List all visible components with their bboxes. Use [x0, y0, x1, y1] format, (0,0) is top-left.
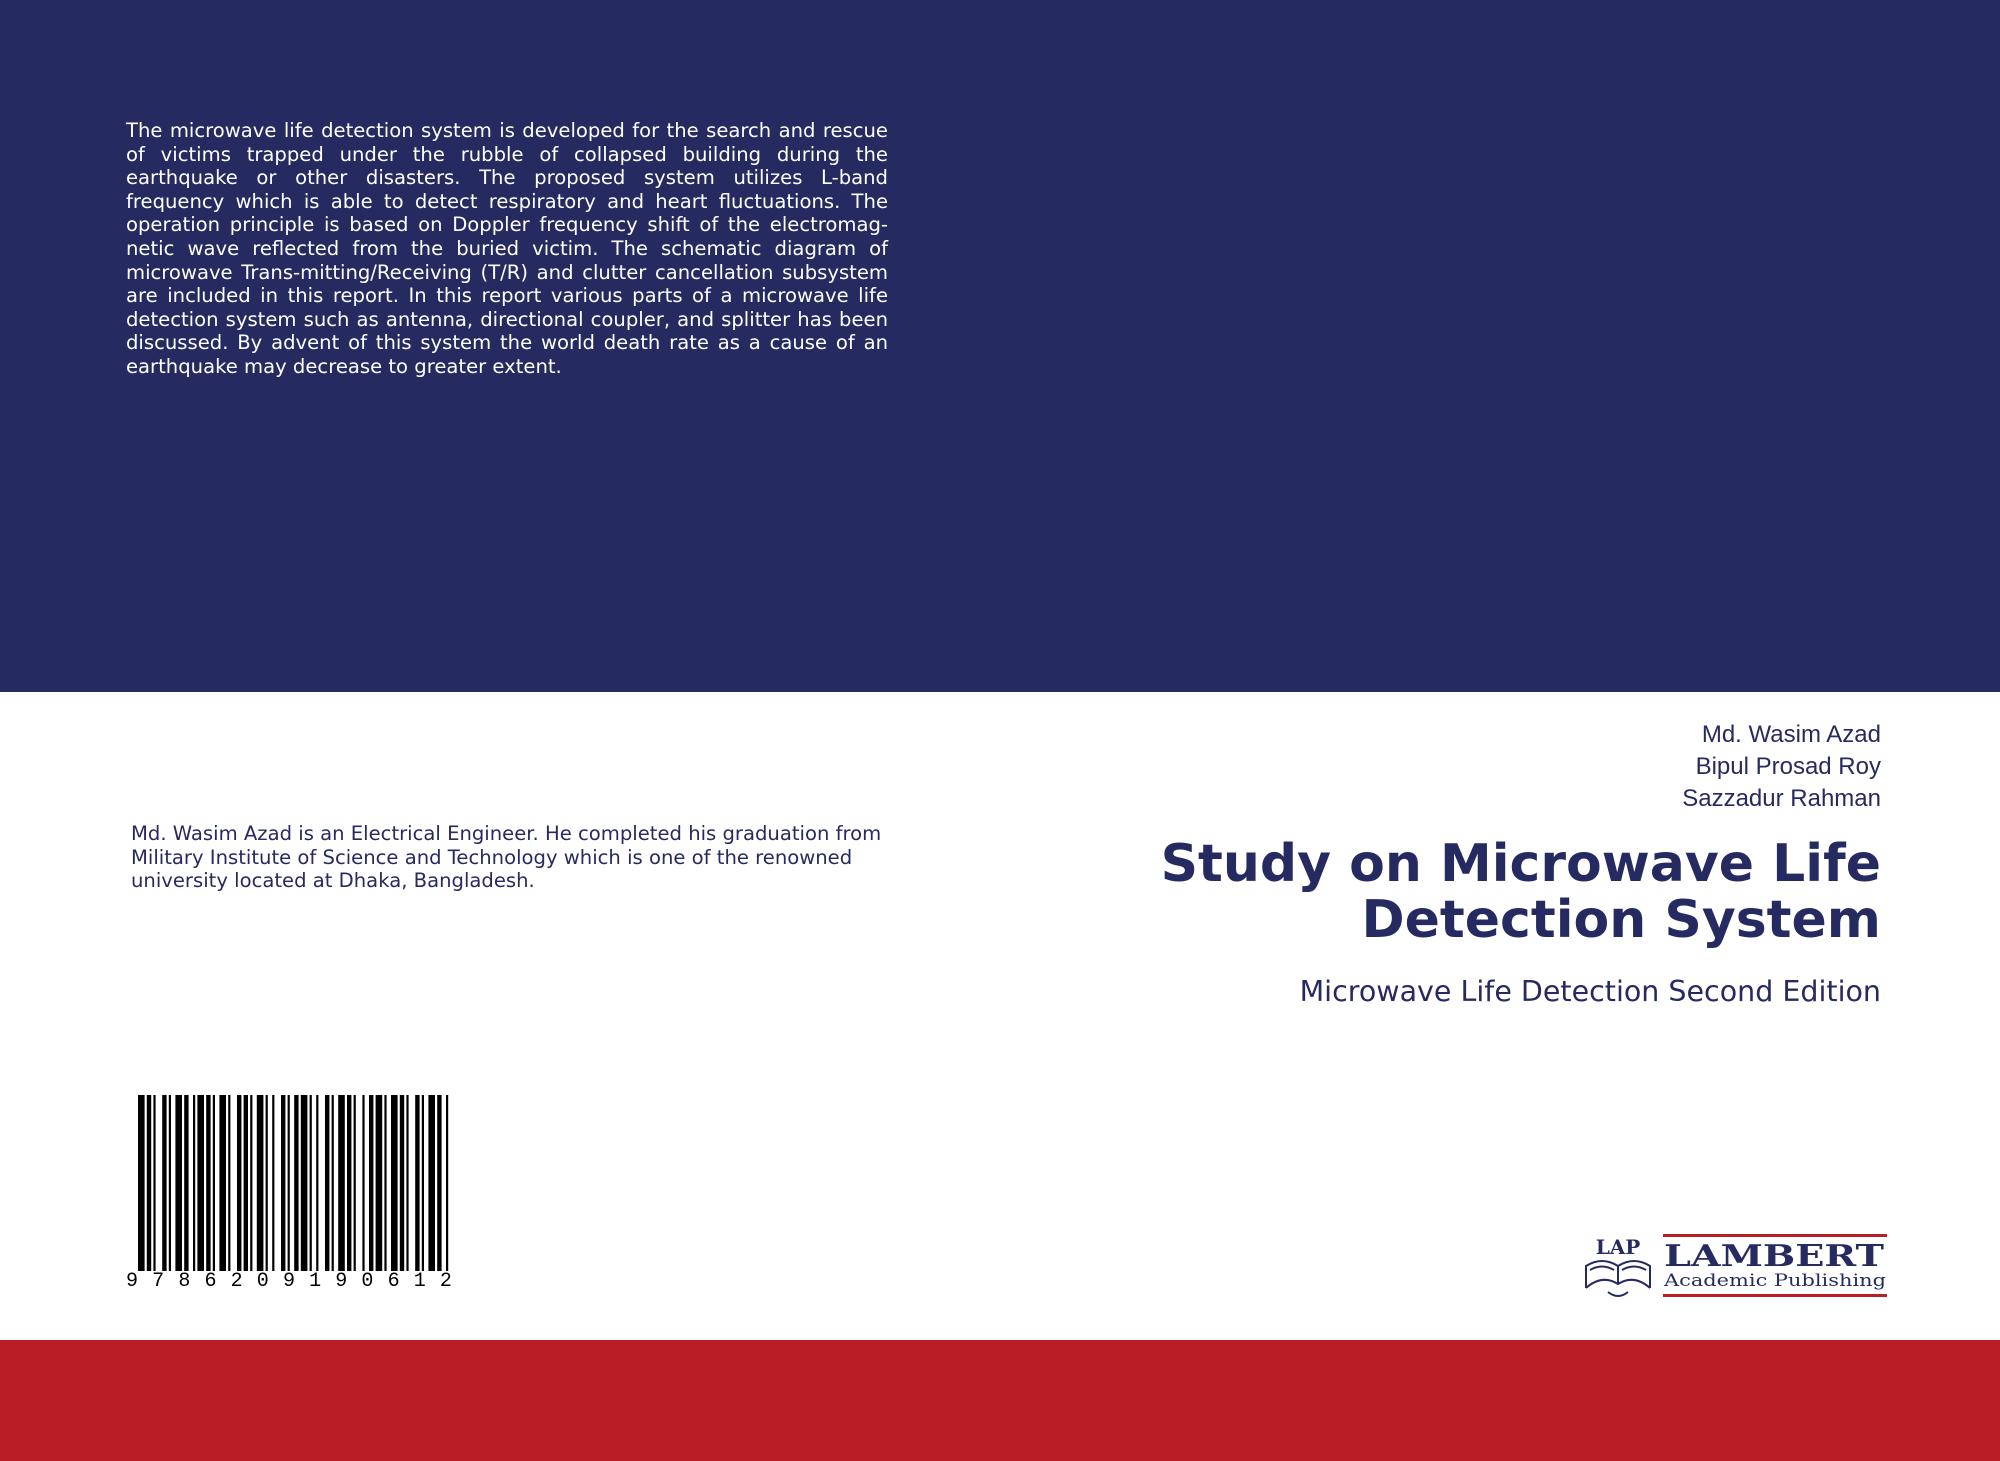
barcode-bar	[316, 1095, 318, 1277]
isbn-digit: 1	[413, 1270, 426, 1293]
barcode-bar	[422, 1095, 424, 1277]
isbn-digit: 0	[256, 1270, 269, 1293]
barcode-bar	[294, 1095, 298, 1277]
barcode-bar	[197, 1095, 204, 1277]
barcode-bar	[354, 1095, 356, 1277]
barcode-bar	[281, 1095, 285, 1277]
barcode-bar	[266, 1095, 268, 1277]
barcode-bar	[272, 1095, 274, 1277]
publisher-logo	[1578, 1228, 1893, 1304]
isbn-digit: 7	[152, 1270, 165, 1293]
isbn-digit: 9	[282, 1270, 295, 1293]
author-name: Md. Wasim Azad	[1701, 721, 1881, 748]
barcode-bar	[376, 1095, 383, 1277]
barcode-bar	[310, 1095, 312, 1277]
open-book-icon	[1586, 1261, 1650, 1296]
barcode-bar	[228, 1095, 230, 1277]
barcode-bar	[153, 1095, 155, 1277]
barcode-bar	[332, 1095, 334, 1277]
logo-rule-top	[1663, 1234, 1887, 1237]
barcode-bar	[288, 1095, 290, 1277]
publisher-logo-mark: LAP	[1595, 1235, 1641, 1259]
book-title-line: Detection System	[1361, 890, 1881, 950]
barcode-bar	[384, 1095, 386, 1277]
barcode-bar	[213, 1095, 215, 1277]
barcode-bar	[347, 1095, 351, 1277]
barcode-bar	[362, 1095, 364, 1293]
publisher-name: LAMBERT	[1664, 1239, 1885, 1274]
barcode-bar	[325, 1095, 329, 1277]
barcode-bar	[162, 1095, 166, 1277]
barcode-bar	[219, 1095, 226, 1277]
isbn-digit: 9	[335, 1270, 348, 1293]
publisher-tagline: Academic Publishing	[1662, 1271, 1887, 1291]
barcode-bar	[184, 1095, 188, 1277]
barcode-bar	[369, 1095, 373, 1277]
isbn-digit: 2	[230, 1270, 243, 1293]
barcode-bar	[206, 1095, 210, 1277]
isbn-digit: 6	[387, 1270, 400, 1293]
book-title	[981, 836, 1881, 948]
barcode-bar	[415, 1095, 419, 1277]
book-title-line: Study on Microwave Life	[1160, 834, 1881, 894]
isbn-digit: 0	[361, 1270, 374, 1293]
barcode-bar	[250, 1095, 252, 1277]
barcode-bar	[428, 1095, 435, 1277]
barcode-bar	[391, 1095, 398, 1277]
bottom-red-band	[0, 1340, 2000, 1461]
barcode-bar	[147, 1095, 151, 1293]
barcode-bar	[257, 1095, 264, 1277]
isbn-digit: 2	[439, 1270, 452, 1293]
book-subtitle: Microwave Life Detection Second Edition	[1299, 975, 1881, 1008]
barcode-bar	[446, 1095, 448, 1293]
barcode-bar	[437, 1095, 441, 1293]
isbn-digits	[126, 1271, 452, 1293]
isbn-digit: 8	[178, 1270, 191, 1293]
isbn-barcode	[126, 1095, 457, 1293]
logo-rule-bottom	[1663, 1294, 1887, 1297]
back-cover-blurb: The microwave life detection system is developed for the search and rescue of victims trapped under the rubble of collapsed building during the earthquake or other disasters. The proposed system utilizes L-band frequency which is able to detect respiratory and heart fluctuations. The operation principle is based on Doppler frequency shift of the electromag-netic wave reflected from the buried victim. The schematic diagram of microwave Trans-mitting/Receiving (T/R) and clutter cancellation subsystem are included in this report. In this report various parts of a microwave life detection system such as antenna, directional coupler, and splitter has been discussed. By advent of this system the world death rate as a cause of an earthquake may decrease to greater extent.	[126, 119, 888, 378]
author-name: Bipul Prosad Roy	[1695, 753, 1881, 780]
author-list	[1682, 719, 1881, 815]
barcode-bar	[244, 1095, 248, 1277]
barcode-bar	[301, 1095, 308, 1277]
barcode-bar	[400, 1095, 404, 1277]
barcode-bar	[138, 1095, 145, 1293]
author-bio: Md. Wasim Azad is an Electrical Engineer. He completed his graduation from Military Institute of Science and Technology which is one of the renowned university located at Dhaka, Bangladesh.	[131, 822, 882, 893]
barcode-bar	[338, 1095, 345, 1277]
barcode-bar	[237, 1095, 241, 1277]
isbn-digit: 1	[309, 1270, 322, 1293]
isbn-digit: 6	[204, 1270, 217, 1293]
author-name: Sazzadur Rahman	[1682, 785, 1881, 812]
barcode-bar	[169, 1095, 171, 1277]
barcode-bar	[193, 1095, 195, 1277]
isbn-digit: 9	[126, 1270, 139, 1293]
barcode-bar	[175, 1095, 182, 1277]
barcode-bar	[406, 1095, 408, 1277]
